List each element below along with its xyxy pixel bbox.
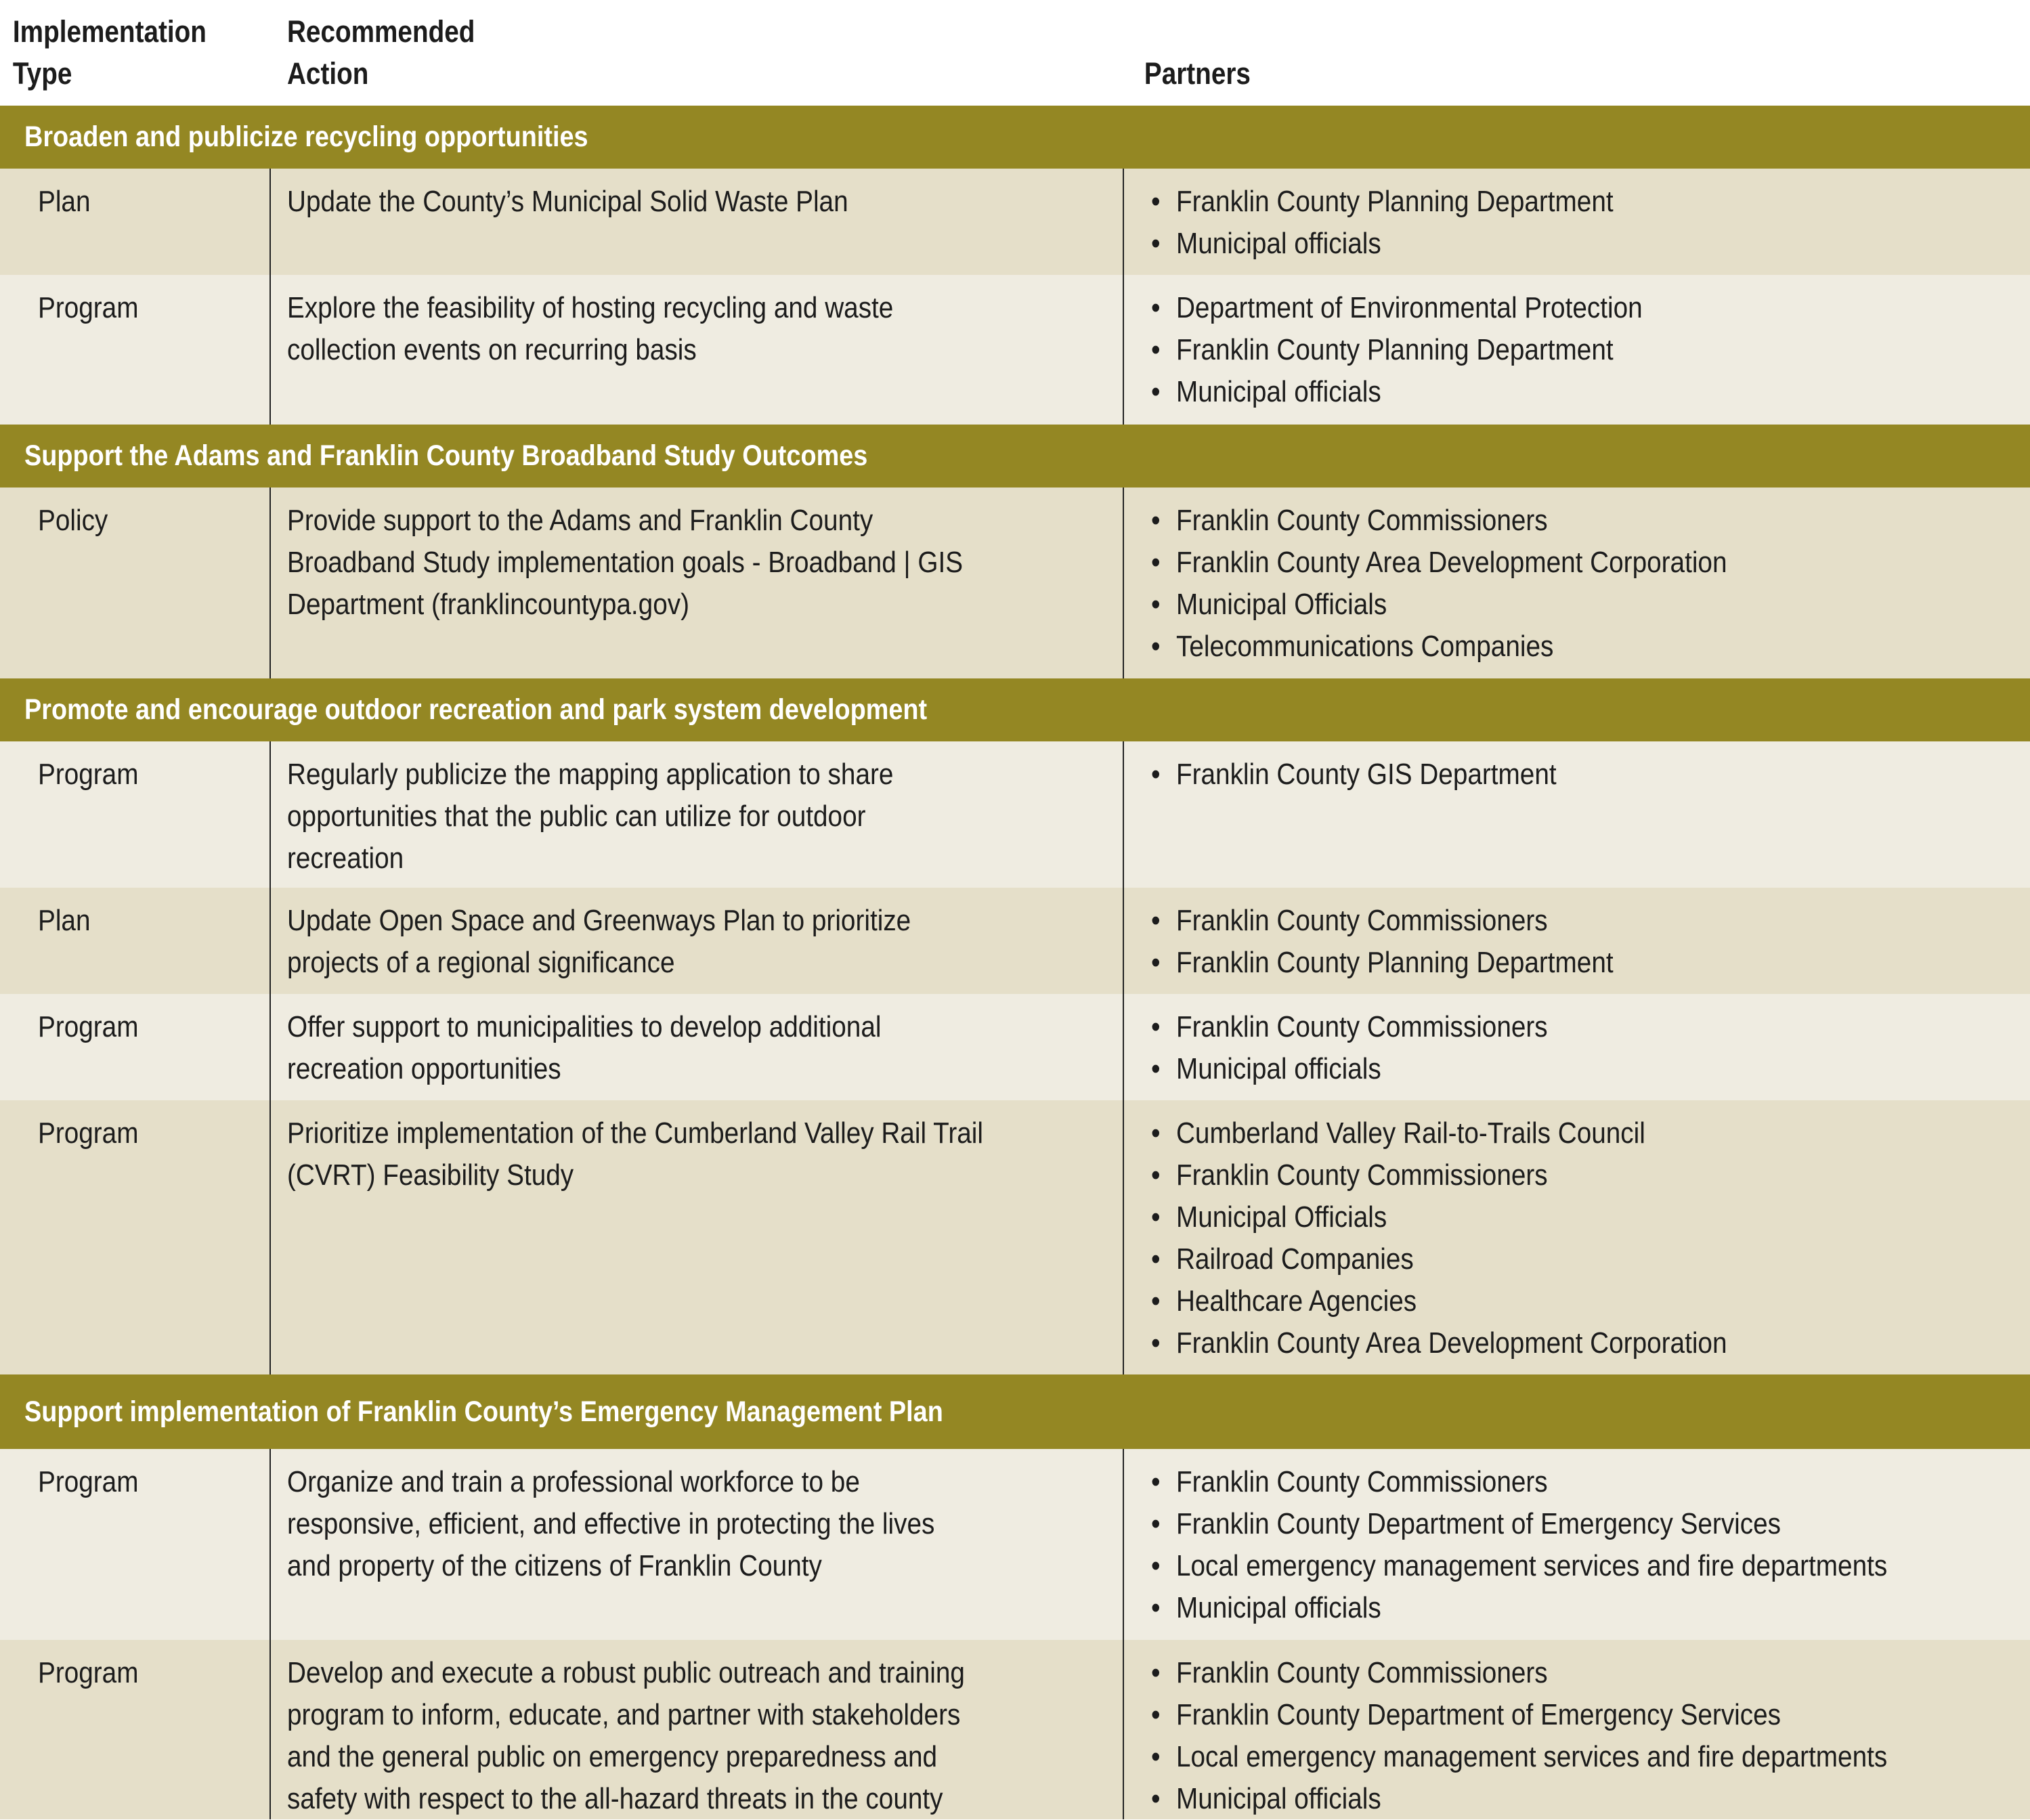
- section-title: Promote and encourage outdoor recreation and park system development: [24, 693, 928, 726]
- partner-item: • Municipal Officials: [1151, 1196, 1920, 1238]
- partners-cell: [1151, 1640, 2025, 1819]
- column-divider: [269, 488, 271, 678]
- recommended-action-line: program to inform, educate, and partner with stakeholders: [287, 1698, 961, 1731]
- recommended-action-line: Offer support to municipalities to develop additional: [287, 1010, 882, 1043]
- partner-item: • Franklin County Area Development Corporation: [1151, 1322, 1920, 1364]
- recommended-action-line: opportunities that the public can utilize for outdoor: [287, 800, 866, 833]
- recommended-action-line: Regularly publicize the mapping application to share: [287, 758, 894, 791]
- partner-item: • Franklin County Commissioners: [1151, 900, 1920, 942]
- recommended-action-line: safety with respect to the all-hazard threats in the county: [287, 1782, 943, 1815]
- partners-cell: [1151, 888, 2025, 994]
- partner-item: • Franklin County Department of Emergency Services: [1151, 1694, 1920, 1736]
- implementation-type-cell: [38, 1640, 268, 1819]
- partner-item: • Cumberland Valley Rail-to-Trails Council: [1151, 1112, 1920, 1154]
- partners-cell: [1151, 488, 2025, 678]
- partners-list: [1151, 754, 1920, 796]
- partner-item: • Municipal officials: [1151, 223, 1920, 265]
- partners-list: [1151, 1652, 1920, 1820]
- recommended-action-line: Organize and train a professional workforce to be: [287, 1465, 860, 1498]
- implementation-type: Program: [38, 758, 139, 791]
- table-row: [0, 275, 2030, 425]
- partner-item: • Franklin County Planning Department: [1151, 942, 1920, 984]
- recommended-action-cell: [287, 888, 1120, 994]
- partners-cell: [1151, 741, 2025, 888]
- implementation-type-cell: [38, 1100, 268, 1374]
- column-divider: [269, 888, 271, 994]
- recommended-action-cell: [287, 1100, 1120, 1374]
- partner-item: • Railroad Companies: [1151, 1238, 1920, 1280]
- header-partners: Partners: [1144, 56, 1251, 91]
- recommended-action-line: recreation opportunities: [287, 1052, 561, 1085]
- partner-item: • Franklin County Area Development Corporation: [1151, 542, 1920, 584]
- recommended-action-line: Explore the feasibility of hosting recycling and waste: [287, 291, 894, 324]
- recommended-action-line: Develop and execute a robust public outreach and training: [287, 1656, 965, 1689]
- partner-item: • Municipal officials: [1151, 371, 1920, 413]
- column-divider: [269, 169, 271, 275]
- partner-item: • Municipal officials: [1151, 1048, 1920, 1090]
- implementation-type: Program: [38, 1010, 139, 1043]
- implementation-type-cell: [38, 488, 268, 678]
- recommended-action-line: Provide support to the Adams and Franklin County: [287, 504, 873, 537]
- column-divider: [269, 275, 271, 425]
- partner-item: • Local emergency management services and fire departments: [1151, 1545, 1920, 1587]
- recommended-action-cell: [287, 741, 1120, 888]
- section-header: [0, 425, 2030, 488]
- table-row: [0, 169, 2030, 275]
- column-divider: [1123, 169, 1124, 275]
- implementation-type: Program: [38, 291, 139, 324]
- section-header: [0, 1374, 2030, 1449]
- table-row: [0, 1449, 2030, 1640]
- recommended-action-cell: [287, 994, 1120, 1100]
- partners-cell: [1151, 994, 2025, 1100]
- table-row: [0, 488, 2030, 678]
- implementation-type: Policy: [38, 504, 108, 537]
- table-row: [0, 888, 2030, 994]
- partners-list: [1151, 900, 1920, 984]
- column-divider: [269, 1100, 271, 1374]
- header-action-line2: Action: [286, 56, 369, 91]
- partners-cell: [1151, 275, 2025, 425]
- section-title: Support implementation of Franklin County’s Emergency Management Plan: [24, 1395, 943, 1428]
- implementation-type-cell: [38, 1449, 268, 1640]
- partner-item: • Department of Environmental Protection: [1151, 287, 1920, 329]
- header-action-line1: Recommended: [286, 14, 475, 49]
- partners-list: [1151, 500, 1920, 668]
- recommended-action-cell: [287, 275, 1120, 425]
- column-divider: [1123, 275, 1124, 425]
- implementation-type: Program: [38, 1465, 139, 1498]
- recommended-action-cell: [287, 169, 1120, 275]
- partners-list: [1151, 287, 1920, 413]
- section-header: [0, 106, 2030, 169]
- table-row: [0, 1100, 2030, 1374]
- column-divider: [269, 994, 271, 1100]
- column-headers: [0, 0, 1746, 106]
- column-divider: [1123, 1640, 1124, 1819]
- section-title: Support the Adams and Franklin County Broadband Study Outcomes: [24, 439, 868, 472]
- partner-item: • Healthcare Agencies: [1151, 1280, 1920, 1322]
- column-divider: [1123, 1100, 1124, 1374]
- recommended-action-line: Prioritize implementation of the Cumberland Valley Rail Trail: [287, 1117, 983, 1150]
- implementation-type-cell: [38, 994, 268, 1100]
- partner-item: • Franklin County Commissioners: [1151, 1652, 1920, 1694]
- implementation-type-cell: [38, 888, 268, 994]
- partner-item: • Franklin County Department of Emergency Services: [1151, 1503, 1920, 1545]
- column-divider: [1123, 488, 1124, 678]
- partners-cell: [1151, 1100, 2025, 1374]
- recommended-action-line: and the general public on emergency preparedness and: [287, 1740, 938, 1773]
- partners-list: [1151, 181, 1920, 265]
- recommended-action-line: Department (franklincountypa.gov): [287, 588, 689, 621]
- recommended-action-line: Update Open Space and Greenways Plan to prioritize: [287, 904, 911, 937]
- partner-item: • Telecommunications Companies: [1151, 626, 1920, 668]
- section-header: [0, 678, 2030, 741]
- column-divider: [1123, 994, 1124, 1100]
- table-row: [0, 741, 2030, 888]
- partner-item: • Franklin County Planning Department: [1151, 181, 1920, 223]
- header-type-line2: Type: [12, 56, 72, 91]
- implementation-type-cell: [38, 169, 268, 275]
- partner-item: • Franklin County Planning Department: [1151, 329, 1920, 371]
- partner-item: • Franklin County Commissioners: [1151, 1006, 1920, 1048]
- recommended-action-cell: [287, 488, 1120, 678]
- recommended-action-line: projects of a regional significance: [287, 946, 675, 979]
- partners-cell: [1151, 1449, 2025, 1640]
- implementation-type-cell: [38, 741, 268, 888]
- column-divider: [269, 1640, 271, 1819]
- recommended-action-cell: [287, 1449, 1120, 1640]
- recommended-action-cell: [287, 1640, 1120, 1819]
- implementation-type: Plan: [38, 185, 91, 218]
- partner-item: • Municipal officials: [1151, 1778, 1920, 1820]
- recommended-action-line: collection events on recurring basis: [287, 333, 697, 366]
- partner-item: • Franklin County Commissioners: [1151, 500, 1920, 542]
- partner-item: • Franklin County Commissioners: [1151, 1154, 1920, 1196]
- partners-cell: [1151, 169, 2025, 275]
- column-divider: [1123, 1449, 1124, 1640]
- partner-item: • Franklin County GIS Department: [1151, 754, 1920, 796]
- implementation-type: Plan: [38, 904, 91, 937]
- implementation-type: Program: [38, 1117, 139, 1150]
- implementation-type-cell: [38, 275, 268, 425]
- recommended-action-line: (CVRT) Feasibility Study: [287, 1158, 574, 1192]
- partners-list: [1151, 1112, 1920, 1364]
- table-row: [0, 994, 2030, 1100]
- partners-list: [1151, 1006, 1920, 1090]
- column-divider: [269, 1449, 271, 1640]
- column-divider: [1123, 888, 1124, 994]
- recommended-action-line: and property of the citizens of Franklin County: [287, 1549, 822, 1582]
- header-type-line1: Implementation: [12, 14, 207, 49]
- implementation-type: Program: [38, 1656, 139, 1689]
- column-divider: [1123, 741, 1124, 888]
- partner-item: • Municipal Officials: [1151, 584, 1920, 626]
- recommended-action-line: recreation: [287, 842, 404, 875]
- recommended-action-line: responsive, efficient, and effective in protecting the lives: [287, 1507, 935, 1540]
- partner-item: • Local emergency management services and fire departments: [1151, 1736, 1920, 1778]
- column-divider: [269, 741, 271, 888]
- partner-item: • Municipal officials: [1151, 1587, 1920, 1629]
- table-row: [0, 1640, 2030, 1819]
- recommended-action-line: Broadband Study implementation goals - Broadband | GIS: [287, 546, 964, 579]
- partners-list: [1151, 1461, 1920, 1629]
- recommended-action-line: Update the County’s Municipal Solid Waste Plan: [287, 185, 848, 218]
- partner-item: • Franklin County Commissioners: [1151, 1461, 1920, 1503]
- section-title: Broaden and publicize recycling opportunities: [24, 121, 588, 153]
